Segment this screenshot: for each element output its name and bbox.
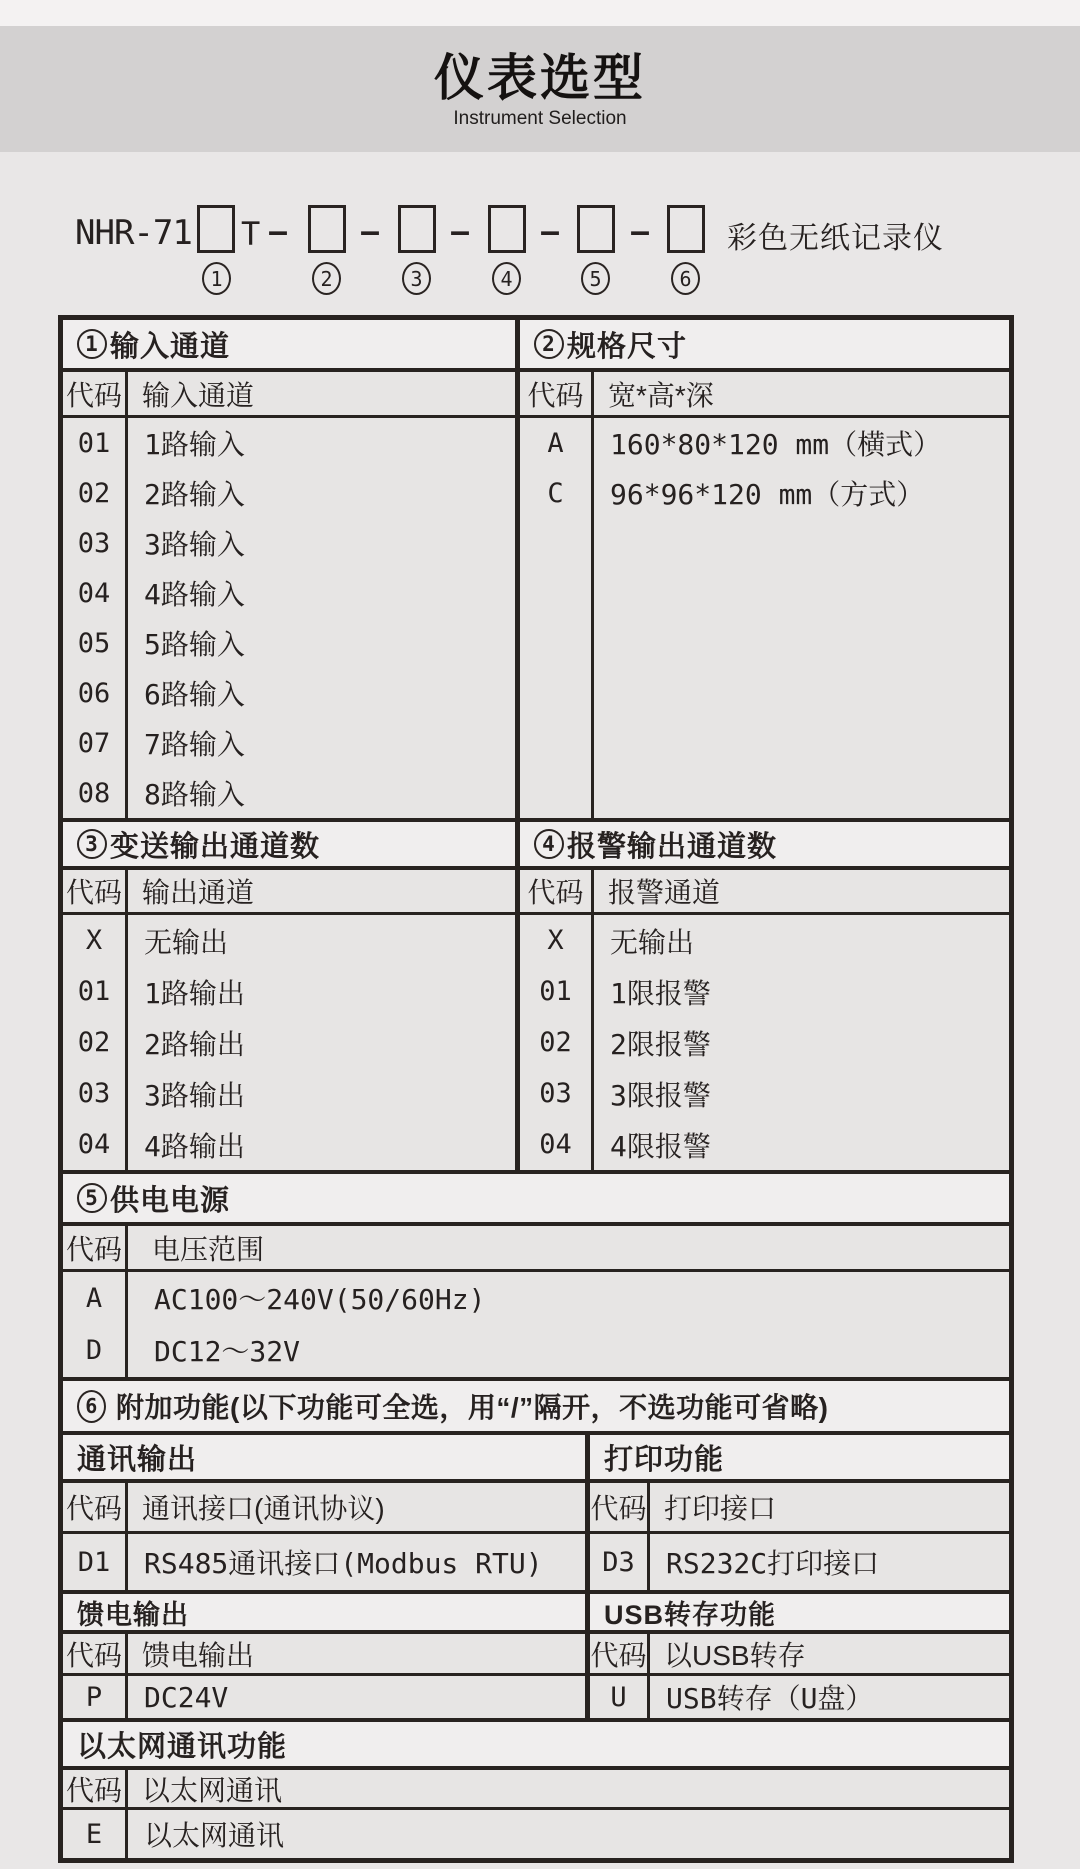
section-header	[63, 1594, 585, 1634]
position-marker-2: 2	[312, 262, 341, 295]
selection-table	[58, 315, 1014, 1863]
section-header	[63, 1722, 1009, 1770]
section-title: 供电电源	[110, 1184, 231, 1217]
value-header-cell: 打印接口	[664, 1493, 777, 1524]
code-header-cell: 代码	[63, 1634, 128, 1673]
code-cell: X	[85, 925, 103, 956]
column-header-row	[520, 870, 1009, 915]
section-transmit-output	[63, 822, 520, 1170]
code-column	[520, 915, 594, 1170]
circled-number-icon: 5	[77, 1183, 107, 1213]
table-body	[63, 1272, 1009, 1377]
code-cell: 01	[77, 427, 111, 459]
page-subtitle: Instrument Selection	[453, 108, 627, 129]
value-cell: RS485通讯接口(Modbus RTU)	[144, 1547, 543, 1580]
value-cell: 2限报警	[610, 1027, 711, 1061]
code-cell: A	[85, 1282, 103, 1314]
value-header-cell: 以USB转存	[664, 1639, 806, 1671]
section-power-supply	[63, 1174, 1009, 1381]
model-code-box-4	[488, 205, 526, 253]
value-cell: 7路输入	[144, 728, 245, 761]
column-header-row	[63, 1483, 585, 1534]
code-cell: 08	[77, 777, 111, 809]
position-marker-5: 5	[581, 262, 610, 295]
section-comm-output	[63, 1435, 590, 1590]
code-cell: E	[85, 1818, 103, 1850]
value-cell: 无输出	[144, 925, 229, 959]
table-body	[63, 1810, 1009, 1858]
value-cell: 以太网通讯	[144, 1819, 285, 1852]
value-header-cell: 报警通道	[608, 877, 721, 908]
value-header-cell: 以太网通讯	[142, 1774, 283, 1806]
code-cell: 06	[77, 677, 111, 709]
code-cell: C	[547, 477, 564, 509]
section-title: 馈电输出	[77, 1599, 189, 1630]
section-feed-output	[63, 1594, 590, 1718]
column-header-row	[590, 1483, 1009, 1534]
section-header	[63, 1174, 1009, 1226]
band-transmit-alarm	[63, 822, 1009, 1174]
table-body	[590, 1534, 1009, 1590]
band-comm-print	[63, 1435, 1009, 1594]
code-header-cell: 代码	[63, 372, 128, 415]
section-dimensions	[520, 320, 1009, 818]
value-cell: RS232C打印接口	[666, 1547, 880, 1580]
column-header-row	[63, 1770, 1009, 1810]
top-strip	[0, 0, 1080, 26]
code-header-cell: 代码	[63, 870, 128, 912]
value-column	[128, 1534, 585, 1590]
code-header-cell: 代码	[590, 1634, 650, 1673]
value-cell: DC12～32V	[154, 1335, 301, 1368]
code-cell: D	[85, 1334, 103, 1366]
value-header-cell: 宽*高*深	[608, 379, 714, 411]
value-cell: 4限报警	[610, 1129, 711, 1163]
value-column	[594, 418, 1009, 818]
model-dash: –	[540, 210, 561, 251]
code-header-cell: 代码	[520, 372, 594, 415]
code-column	[63, 1272, 128, 1377]
code-column	[63, 1534, 128, 1590]
table-body	[63, 1676, 585, 1718]
value-header-cell: 输出通道	[142, 877, 255, 908]
value-cell: 2路输入	[144, 478, 245, 511]
model-code-box-2	[308, 205, 346, 253]
model-dash: –	[268, 210, 289, 251]
value-header-cell: 通讯接口(通讯协议)	[142, 1493, 385, 1524]
code-cell: 02	[77, 1027, 111, 1058]
table-body	[590, 1676, 1009, 1718]
circled-number-icon: 6	[77, 1390, 106, 1423]
section-header	[520, 320, 1009, 372]
section-additional-header	[63, 1381, 1009, 1435]
code-cell: 07	[77, 727, 111, 759]
band-feed-usb	[63, 1594, 1009, 1722]
value-header-cell: 馈电输出	[142, 1639, 255, 1671]
position-marker-4: 4	[492, 262, 521, 295]
column-header-row	[63, 870, 515, 915]
value-cell: DC24V	[144, 1680, 229, 1714]
code-column	[590, 1534, 650, 1590]
value-header-cell: 电压范围	[152, 1233, 265, 1265]
code-cell: 01	[77, 976, 111, 1007]
code-cell: 04	[77, 1129, 111, 1160]
value-cell: 无输出	[610, 925, 695, 959]
value-column	[128, 418, 515, 818]
code-column	[520, 418, 594, 818]
value-cell: 1限报警	[610, 976, 711, 1010]
value-header-cell: 输入通道	[142, 379, 255, 411]
section-title: 输入通道	[110, 330, 231, 363]
position-marker-1: 1	[202, 262, 231, 295]
value-column	[650, 1676, 1009, 1718]
section-alarm-output	[520, 822, 1009, 1170]
value-cell: 3路输入	[144, 528, 245, 561]
table-body	[520, 915, 1009, 1170]
value-column	[128, 915, 515, 1170]
model-dash: –	[450, 210, 471, 251]
section-title: 附加功能(以下功能可全选，用“/”隔开，不选功能可省略)	[116, 1392, 829, 1423]
circled-number-icon: 3	[77, 829, 107, 859]
value-cell: 6路输入	[144, 678, 245, 711]
model-dash: –	[630, 210, 651, 251]
table-body	[520, 418, 1009, 818]
section-title: 规格尺寸	[567, 330, 688, 363]
code-cell: 05	[77, 627, 111, 659]
code-header-cell: 代码	[63, 1226, 128, 1269]
section-title: USB转存功能	[604, 1599, 777, 1630]
section-header	[63, 822, 515, 870]
section-title: 打印功能	[604, 1443, 725, 1476]
value-column	[650, 1534, 1009, 1590]
code-header-cell: 代码	[63, 1770, 128, 1807]
value-cell: 4路输出	[144, 1129, 245, 1163]
section-title: 以太网通讯功能	[77, 1730, 288, 1763]
value-cell: 5路输入	[144, 628, 245, 661]
model-code-box-3	[398, 205, 436, 253]
value-column	[128, 1676, 585, 1718]
section-title: 变送输出通道数	[110, 830, 321, 863]
code-cell: 02	[77, 477, 111, 509]
code-header-cell: 代码	[63, 1483, 128, 1531]
code-column	[63, 418, 128, 818]
table-body	[63, 1534, 585, 1590]
model-code-box-5	[577, 205, 615, 253]
code-cell: 04	[539, 1129, 572, 1160]
section-ethernet	[63, 1722, 1009, 1858]
value-cell: 160*80*120 mm（横式）	[610, 428, 942, 461]
value-cell: 96*96*120 mm（方式）	[610, 478, 925, 511]
section-title: 通讯输出	[77, 1443, 198, 1476]
circled-number-icon: 1	[77, 329, 107, 359]
table-body	[63, 915, 515, 1170]
code-cell: X	[547, 925, 564, 956]
band-input-dimensions	[63, 320, 1009, 822]
position-markers	[0, 262, 1080, 302]
code-column	[63, 1810, 128, 1858]
code-cell: 02	[539, 1027, 572, 1058]
model-code-box-6	[667, 205, 705, 253]
model-prefix: NHR-71	[75, 213, 192, 253]
code-cell: 01	[539, 976, 572, 1007]
column-header-row	[63, 1226, 1009, 1272]
section-header	[520, 822, 1009, 870]
position-marker-3: 3	[402, 262, 431, 295]
model-product-name: 彩色无纸记录仪	[727, 222, 944, 255]
model-code-line	[0, 205, 1080, 265]
value-cell: USB转存（U盘）	[666, 1682, 874, 1715]
column-header-row	[63, 1634, 585, 1676]
circled-number-icon: 4	[534, 829, 564, 859]
code-header-cell: 代码	[590, 1483, 650, 1531]
value-column	[128, 1272, 1009, 1377]
title-banner	[0, 26, 1080, 152]
model-dash: –	[360, 210, 381, 251]
section-usb-transfer	[590, 1594, 1009, 1718]
page-title: 仪表选型	[434, 50, 646, 106]
column-header-row	[590, 1634, 1009, 1676]
code-cell: A	[547, 427, 564, 459]
code-header-cell: 代码	[520, 870, 594, 912]
code-column	[63, 915, 128, 1170]
code-cell: D3	[602, 1546, 635, 1578]
code-cell: 03	[77, 1078, 111, 1109]
code-cell: D1	[77, 1546, 111, 1578]
value-cell: 1路输出	[144, 976, 245, 1010]
code-cell: P	[85, 1681, 103, 1713]
section-header	[63, 320, 515, 372]
section-input-channels	[63, 320, 520, 818]
code-cell: 04	[77, 577, 111, 609]
value-cell: 4路输入	[144, 578, 245, 611]
value-cell: 3限报警	[610, 1078, 711, 1112]
value-cell: 1路输入	[144, 428, 245, 461]
section-header	[590, 1435, 1009, 1483]
position-marker-6: 6	[671, 262, 700, 295]
column-header-row	[63, 372, 515, 418]
section-header	[63, 1435, 585, 1483]
section-print-function	[590, 1435, 1009, 1590]
value-column	[128, 1810, 1009, 1858]
model-box-suffix: T	[241, 215, 261, 253]
model-code-box-1	[197, 205, 235, 253]
code-column	[63, 1676, 128, 1718]
circled-number-icon: 2	[534, 329, 564, 359]
value-cell: 3路输出	[144, 1078, 245, 1112]
table-body	[63, 418, 515, 818]
section-header	[590, 1594, 1009, 1634]
value-cell: 2路输出	[144, 1027, 245, 1061]
column-header-row	[520, 372, 1009, 418]
section-title: 报警输出通道数	[567, 830, 778, 863]
code-cell: 03	[77, 527, 111, 559]
code-column	[590, 1676, 650, 1718]
code-cell: U	[610, 1681, 627, 1713]
code-cell: 03	[539, 1078, 572, 1109]
value-cell: AC100～240V(50/60Hz)	[154, 1283, 486, 1316]
value-cell: 8路输入	[144, 778, 245, 811]
value-column	[594, 915, 1009, 1170]
